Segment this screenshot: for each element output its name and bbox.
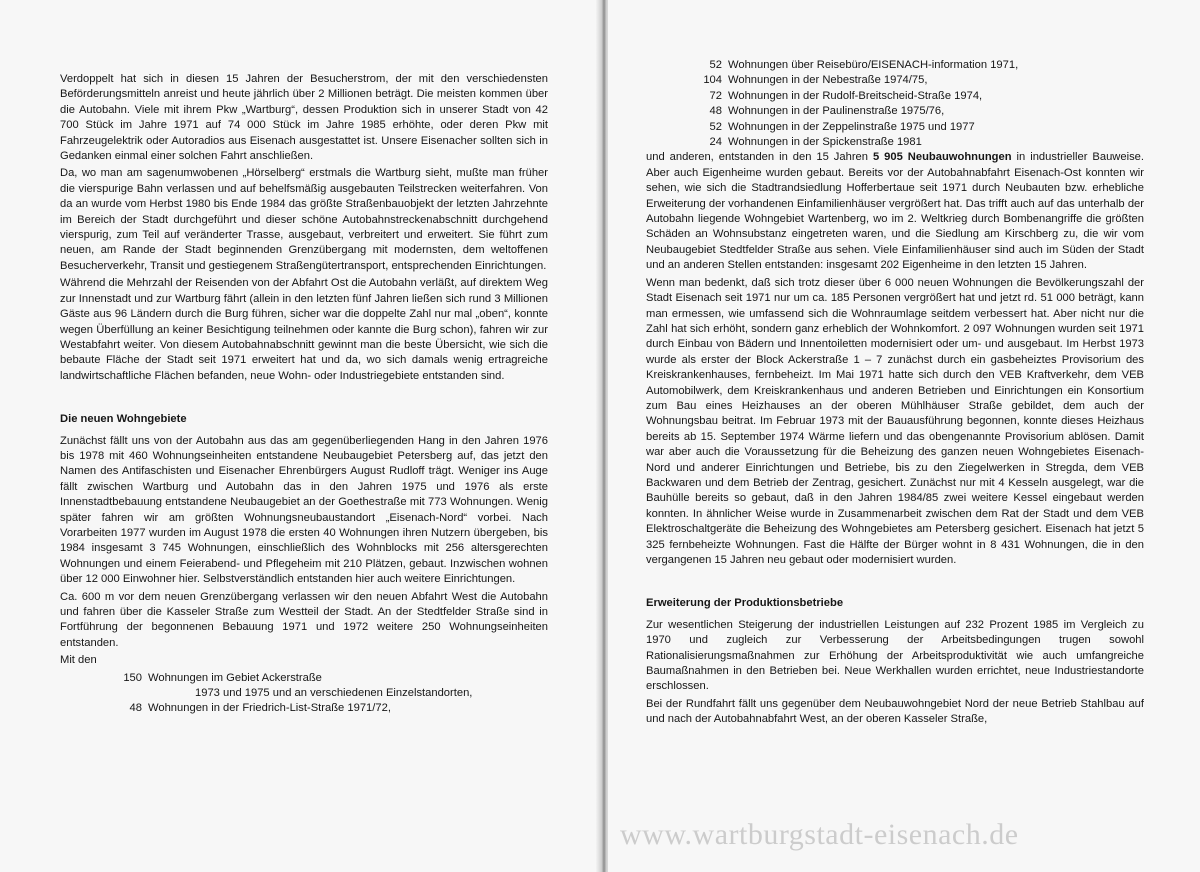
left-text-column bbox=[60, 72, 548, 717]
list-item-number: 104 bbox=[703, 74, 722, 87]
list-item-number: 24 bbox=[709, 136, 722, 149]
list-item bbox=[688, 135, 1144, 150]
list-item bbox=[688, 58, 1144, 73]
left-paragraph: Da, wo man am sagenumwobenen „Hörselberg“ erstmals die Wartburg sieht, mußte man früher die vierspurige Bahn verlassen und auf behelfsmäßig ausgebauten Teilstrecken weiterfahren. Von da an wurde vom Herbst 1980 bis Ende 1984 das größte Straßenbauobjekt der letzten Jahrzehnte im Bereich der Stadt durchgeführt und dieser schöne Autobahnstreckenabschnitt durchgehend vierspurig, zum Teil auf veränderter Trasse, ausgebaut, verbreitert und erweitert. Sie führt zum neuen, am Rande der Stadt beginnenden Grenzübergang mit modernsten, dem weltoffenen Besucherverkehr, Transit und gestiegenem Straßengütertransport, entsprechenden Einrichtungen. bbox=[60, 167, 548, 272]
left-paragraph: Ca. 600 m vor dem neuen Grenzübergang verlassen wir den neuen Abfahrt West die Autobahn und fahren über die Kasseler Straße zum Westteil der Stadt. An der Stedtfelder Straße sind in Fortführung der begonnenen Bebauung 1971 und 1972 weitere 250 Wohnungseinheiten entstanden. bbox=[60, 590, 548, 649]
left-apartment-list bbox=[60, 671, 548, 717]
list-item bbox=[60, 701, 548, 716]
right-page bbox=[608, 0, 1200, 872]
list-item-text: Wohnungen in der Spickenstraße 1981 bbox=[728, 136, 922, 149]
list-item-number: 72 bbox=[709, 89, 722, 102]
list-item-text: Wohnungen in der Friedrich-List-Straße 1971/72, bbox=[148, 702, 391, 715]
list-item bbox=[688, 89, 1144, 104]
right-paragraph bbox=[646, 150, 1144, 273]
list-item bbox=[688, 73, 1144, 88]
list-item-text: Wohnungen über Reisebüro/EISENACH-information 1971, bbox=[728, 59, 1019, 71]
left-paragraph: Während die Mehrzahl der Reisenden von der Abfahrt Ost die Autobahn verläßt, auf direktem Weg zur Innenstadt und zur Wartburg fährt (allein in den letzten fünf Jahren ließen sich rund 3 Millionen Gäste aus 96 Ländern durch die Burg führen, sicher war die doppelte Zahl nur mal „oben“, konnte wegen Überfüllung an keiner Besichtigung teilnehmen oder kannte die Burg schon), fahren wir zur Westabfahrt weiter. Von diesem Autobahnabschnitt gewinnt man die beste Übersicht, wie sich die bebaute Fläche der Stadt seit 1971 erweitert hat und da, wo sich damals wenig ertragreiche landwirtschaftliche Flächen befanden, neue Wohn- oder Industriegebiete entstanden sind. bbox=[60, 277, 548, 382]
right-paragraph: Wenn man bedenkt, daß sich trotz dieser über 6 000 neuen Wohnungen die Bevölkerungszahl der Stadt Eisenach seit 1971 nur um ca. 185 Personen vergrößert hat und jetzt rd. 51 000 beträgt, kann man ermessen, wie umfassend sich die Wohnraumlage seitdem verbessert hat. Aber nicht nur die Zahl hat sich erhöht, sondern ganz erheblich der Wohnkomfort. 2 097 Wohnungen wurden seit 1971 durch Einbau von Bädern und Innentoiletten modernisiert oder um- und ausgebaut. Im Herbst 1973 wurde als erster der Block Ackerstraße 1 – 7 zunächst durch ein gasbeheiztes Provisorium des Kreiskrankenhauses, fernbeheizt. Im Mai 1971 hatte sich durch den VEB Kraftverkehr, dem VEB Automobilwerk, dem Kreiskrankenhaus und anderen Betrieben und Einrichtungen ein Konsortium zum Bau eines Heizhauses an der oberen Mühlhäuser Straße gebildet, dem auch der Wohnungsbau beitrat. Im Februar 1973 mit der Bauausführung begonnen, konnte dieses Heizhaus bereits ab 15. September 1974 Wärme liefern und das obengenannte Provisorium ablösen. Damit war aber auch die Voraussetzung für die Beheizung des ganzen neuen Wohngebietes Eisenach-Nord und anderer Einrichtungen und Betriebe, bis zu den Ziegelwerken in Stregda, dem VEB Backwaren und dem Betrieb der Zentrag, gesichert. Zunächst nur mit 4 Kesseln ausgelegt, war die Bauhülle bereits so gebaut, daß in den Jahren 1984/85 zwei weitere Kessel eingebaut werden konnten. In ähnlicher Weise wurde in Zusammenarbeit zwischen dem Rat der Stadt und dem VEB Elektroschaltgeräte die Beheizung des Wohngebietes am Petersberg gesichert. Eisenach hat jetzt 5 325 fernbeheizte Wohnungen. Fast die Hälfte der Bürger wohnt in 8 431 Wohnungen, die in den vergangenen 15 Jahren neu gebaut oder modernisiert wurden. bbox=[646, 276, 1144, 566]
list-item-text: Wohnungen in der Paulinenstraße 1975/76, bbox=[728, 105, 945, 118]
list-item-text: Wohnungen im Gebiet Ackerstraße bbox=[148, 671, 322, 684]
list-item-text: Wohnungen in der Rudolf-Breitscheid-Straße 1974, bbox=[728, 89, 983, 102]
list-item-number: 52 bbox=[709, 120, 722, 133]
list-item-number: 52 bbox=[709, 59, 722, 71]
neubauwohnungen-count: 5 905 Neubauwohnungen bbox=[872, 151, 1012, 164]
paragraph-text: und anderen, entstanden in den 15 Jahren bbox=[646, 151, 873, 164]
list-item bbox=[60, 671, 548, 686]
list-item-number: 48 bbox=[129, 702, 142, 715]
list-item-text: Wohnungen in der Zeppelinstraße 1975 und 1977 bbox=[728, 120, 975, 133]
right-paragraph: Bei der Rundfahrt fällt uns gegenüber dem Neubauwohngebiet Nord der neue Betrieb Stahlbau auf und nach der Autobahnabfahrt West, an der oberen Kasseler Straße, bbox=[646, 697, 1144, 726]
right-paragraph: Zur wesentlichen Steigerung der industriellen Leistungen auf 232 Prozent 1985 im Vergleich zu 1970 und zugleich zur Verbesserung der Arbeitsbedingungen trugen sowohl Rationalisierungsmaßnahmen zur Erhöhung der Arbeitsproduktivität wie auch umfangreiche Baumaßnahmen in den Betrieben bei. Neue Werkhallen wurden errichtet, neue Industriestandorte erschlossen. bbox=[646, 618, 1144, 693]
paragraph-text: in industrieller Bauweise. Aber auch Eigenheime wurden gebaut. Bereits vor der Autobahnabfahrt Eisenach-Ost konnten wir sehen, wie sich die Stadtrandsiedlung Hofferbertaue seit 1971 durch Neubauten bzw. erhebliche Erweiterung der vorhandenen Einfamilienhäuser vergrößert hat. Das trifft auch auf das unterhalb der Autobahn liegende Wohngebiet Wartenberg, wo im 2. Weltkrieg durch Bombenangriffe die größten Schäden an Wohnsubstanz eingetreten waren, und die Siedlung am Kirschberg zu, die wir vom Neubaugebiet Stedtfelder Straße aus sehen. Viele Einfamilienhäuser sind auch im Süden der Stadt und an anderen Stellen entstanden: insgesamt 202 Eigenheime in den letzten 15 Jahren. bbox=[646, 151, 1144, 272]
right-apartment-list bbox=[688, 58, 1144, 150]
watermark-text: www.wartburgstadt-eisenach.de bbox=[620, 818, 1019, 851]
right-text-column bbox=[646, 58, 1144, 730]
list-item-number: 150 bbox=[123, 671, 142, 684]
list-item bbox=[688, 104, 1144, 119]
list-item-text: Wohnungen in der Nebestraße 1974/75, bbox=[728, 74, 928, 87]
left-paragraph: Zunächst fällt uns von der Autobahn aus das am gegenüberliegenden Hang in den Jahren 1976 bis 1978 mit 460 Wohnungseinheiten entstandene Neubaugebiet Petersberg auf, das jetzt den Namen des Antifaschisten und Eisenacher Ehrenbürgers August Rudloff trägt. Weniger ins Auge fällt zwischen Wartburg und Autobahn das in den Jahren 1975 und 1976 als erste Innenstadtbebauung entstandene Neubaugebiet an der Goethestraße mit 773 Wohnungen. Wenig später fahren wir am größten Wohnungsneubaustandort „Eisenach-Nord“ vorbei. Nach Vorarbeiten 1977 wurden im August 1978 die ersten 40 Wohnungen ihren Nutzern übergeben, bis 1984 insgesamt 3 745 Wohnungen, einschließlich des Wohnblocks mit 256 altersgerechten Wohnungen und einem Feierabend- und Pflegeheim mit 210 Plätzen, gebaut. Inzwischen wohnen über 12 000 Einwohner hier. Selbstverständlich entstanden hier auch weitere Einrichtungen. bbox=[60, 434, 548, 586]
list-item-number: 48 bbox=[709, 105, 722, 118]
section-heading-produktionsbetriebe: Erweiterung der Produktionsbetriebe bbox=[646, 597, 844, 610]
left-paragraph: Verdoppelt hat sich in diesen 15 Jahren der Besucherstrom, der mit den verschiedensten Beförderungsmitteln anreist und heute jährlich über 2 Millionen beträgt. Die meisten kommen über die Autobahn. Viele mit ihrem Pkw „Wartburg“, dessen Produktion sich in unserer Stadt von 42 700 Stück im Jahre 1971 auf 74 000 Stück im Jahre 1985 erhöhte, oder deren Pkw mit Fahrzeugelektrik oder Autoradios aus Eisenach ausgestattet ist. Unsere Eisenacher sollten sich in Gedanken einmal einer solchen Fahrt anschließen. bbox=[60, 73, 548, 163]
list-item bbox=[688, 120, 1144, 135]
list-item bbox=[60, 686, 548, 701]
section-heading-wohngebiete: Die neuen Wohngebiete bbox=[60, 413, 187, 426]
list-item-text: 1973 und 1975 und an verschiedenen Einzelstandorten, bbox=[195, 687, 473, 700]
mit-den-label: Mit den bbox=[60, 654, 97, 667]
